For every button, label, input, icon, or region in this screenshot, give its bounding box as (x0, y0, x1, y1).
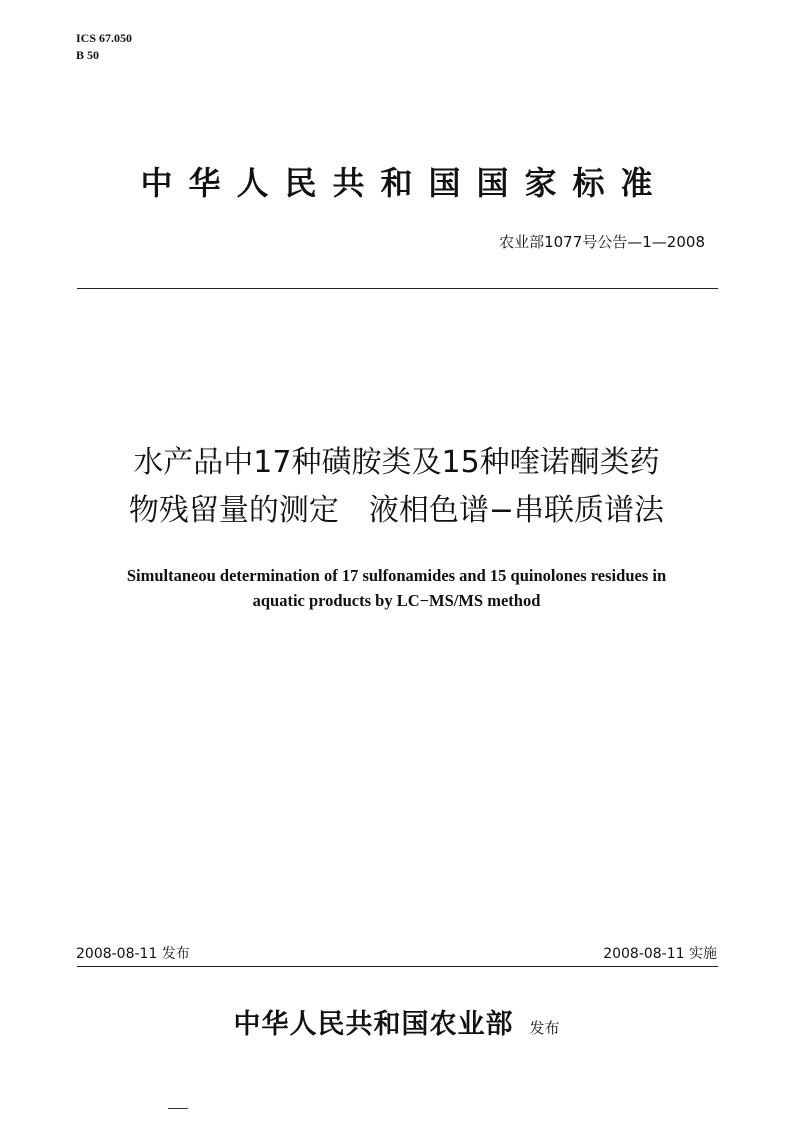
implementation-date: 2008-08-11 实施 (603, 946, 717, 962)
top-divider (77, 288, 718, 289)
ics-code: ICS 67.050 (76, 31, 133, 45)
footer-dash (168, 1108, 188, 1109)
publisher-name: 中华人民共和国农业部 (233, 1009, 514, 1040)
chinese-title-line-1: 水产品中17种磺胺类及15种喹诺酮类药 (133, 445, 660, 480)
ccs-code: B 50 (76, 48, 100, 62)
issue-date: 2008-08-11 发布 (76, 946, 190, 962)
chinese-title-line-2: 物残留量的测定 液相色谱−串联质谱法 (128, 493, 665, 528)
bottom-divider (77, 966, 718, 967)
english-title-line-2: aquatic products by LC−MS/MS method (252, 591, 541, 610)
classification-codes (76, 30, 132, 64)
standard-number: 农业部1077号公告—1—2008 (499, 233, 705, 251)
publisher-line (0, 1002, 793, 1041)
publisher-suffix: 发布 (529, 1019, 560, 1037)
standard-type-heading: 中华人民共和国国家标准 (140, 164, 669, 202)
english-title-line-1: Simultaneou determination of 17 sulfonamides and 15 quinolones residues in (126, 566, 667, 585)
